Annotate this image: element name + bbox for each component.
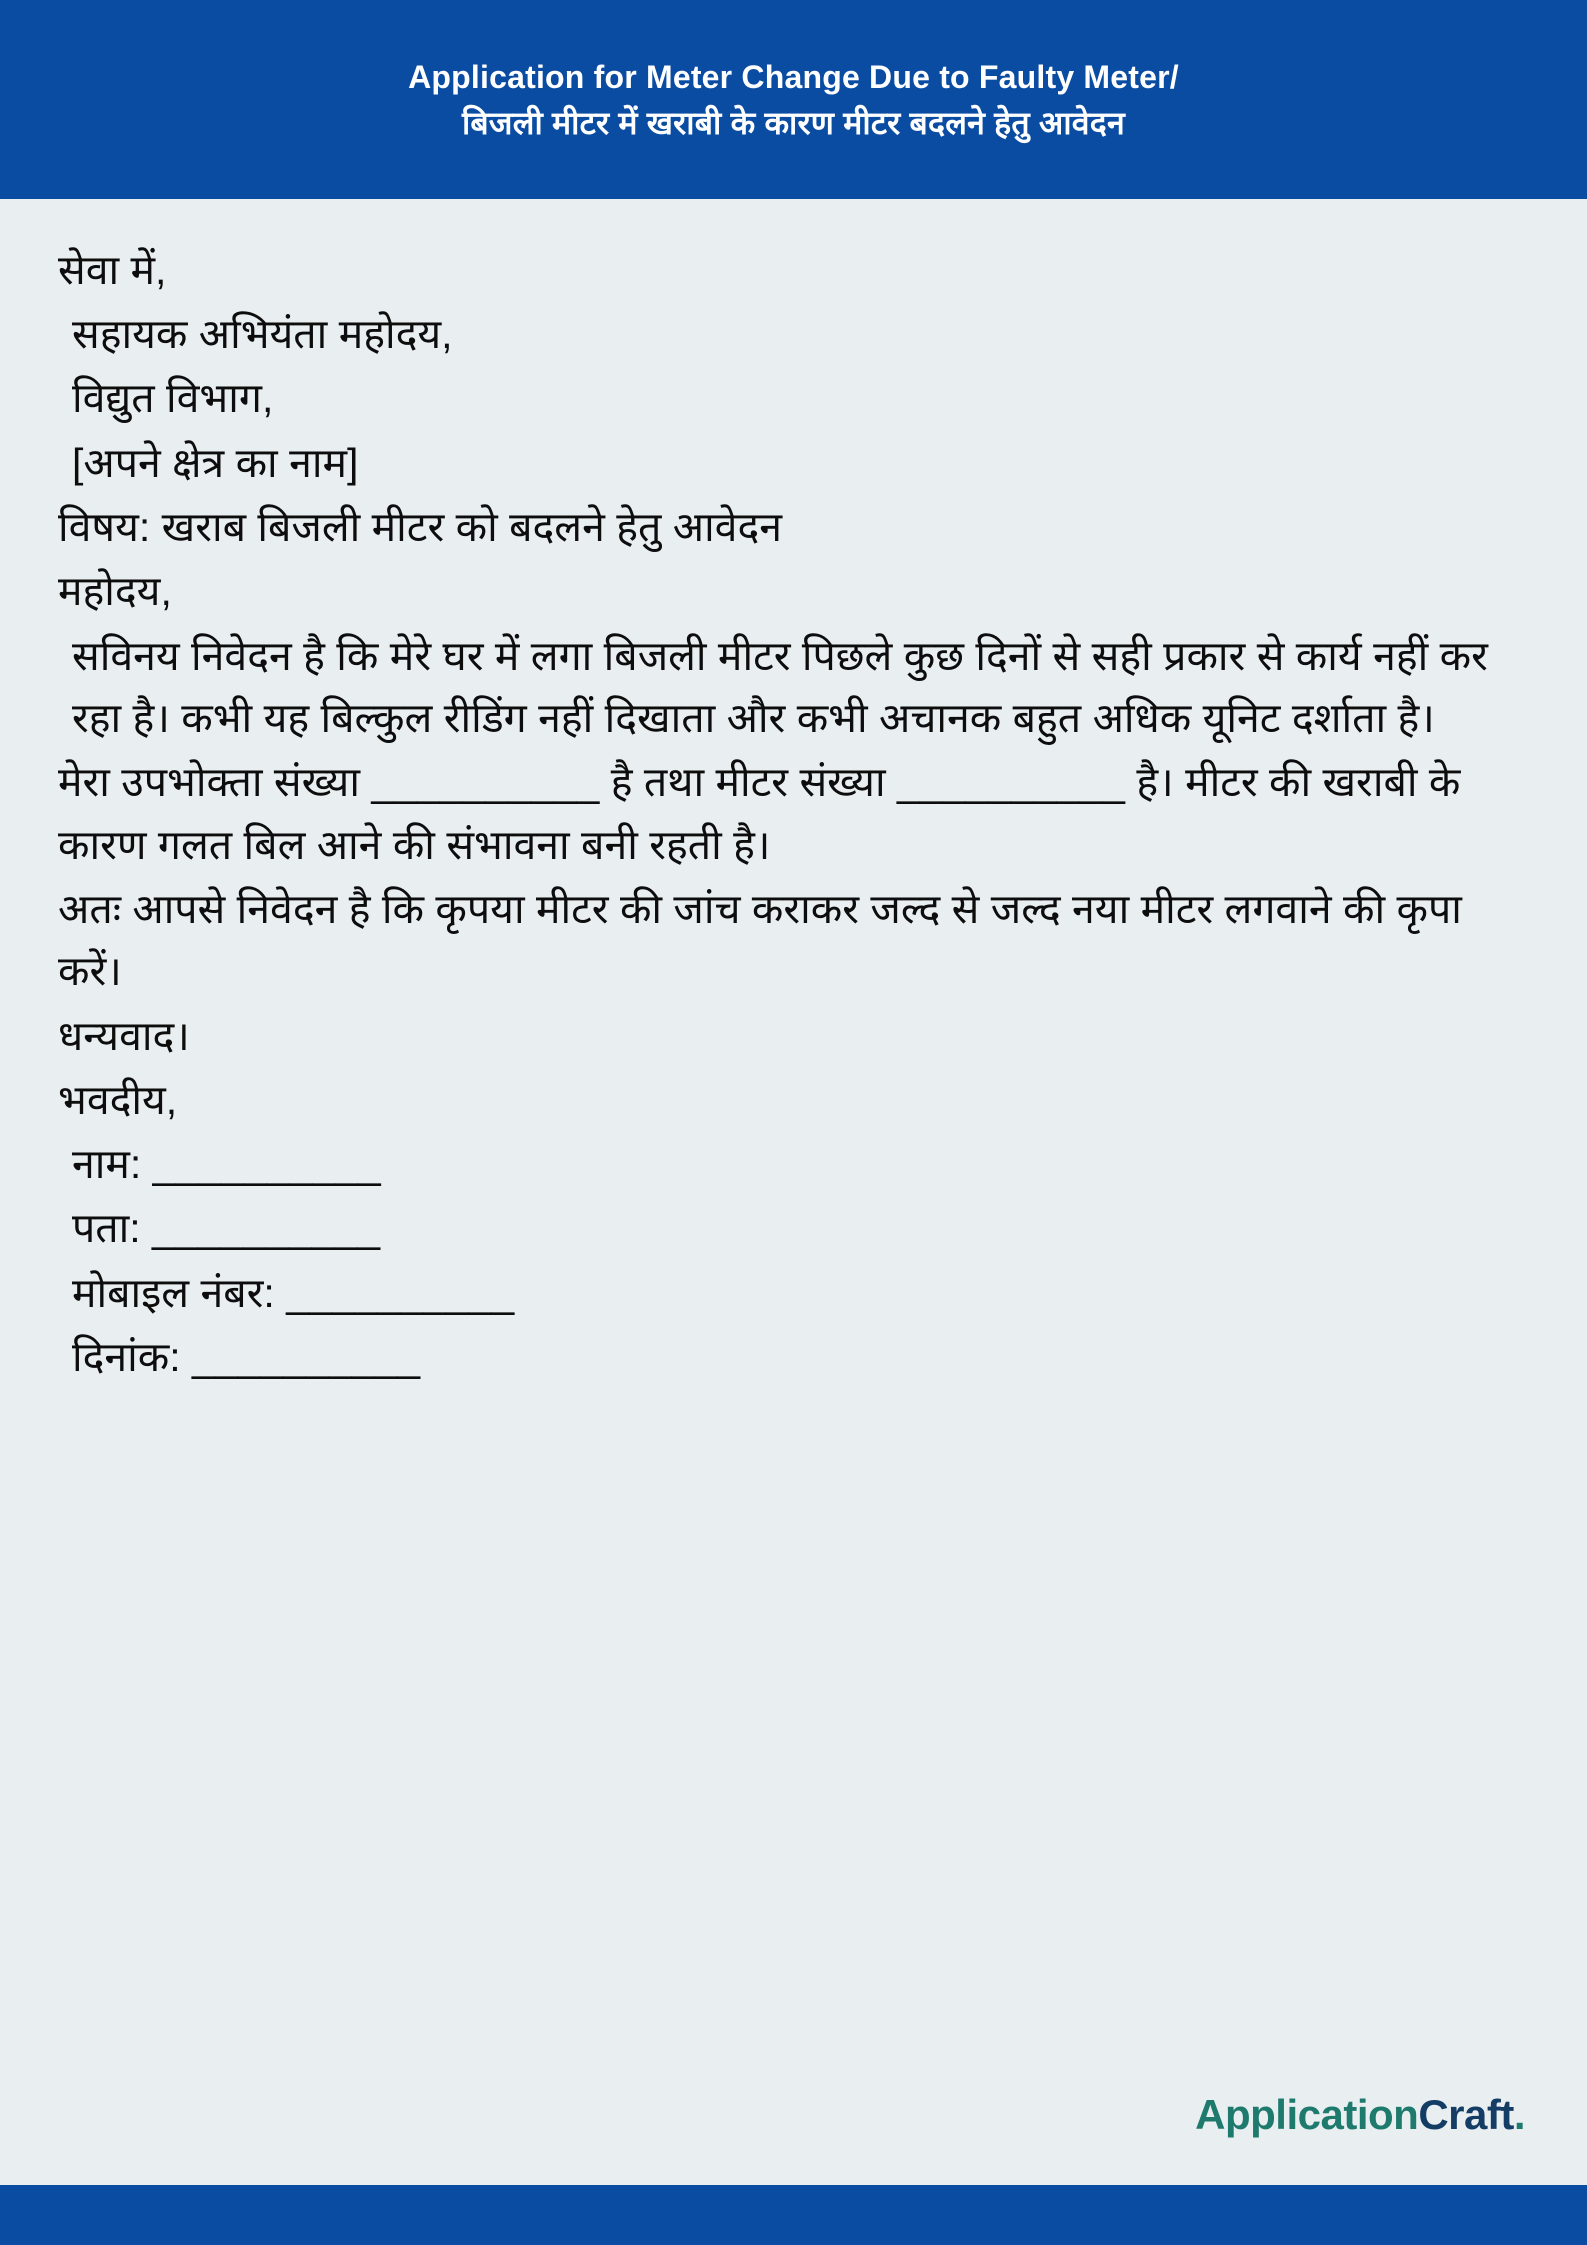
brand-part-craft: Craft: [1418, 2091, 1514, 2138]
brand-part-application: Application: [1195, 2091, 1419, 2138]
brand-logo: [1195, 2091, 1525, 2139]
document-header: [0, 0, 1587, 199]
brand-dot: .: [1513, 2091, 1525, 2138]
letter-addressee-2: विद्युत विभाग,: [72, 375, 274, 422]
letter-salutation: महोदय,: [58, 568, 172, 615]
field-name: नाम: __________: [72, 1141, 381, 1188]
field-mobile: मोबाइल नंबर: __________: [72, 1269, 515, 1316]
header-title-english: Application for Meter Change Due to Faulty Meter/: [408, 59, 1179, 95]
header-title-hindi: बिजली मीटर में खराबी के कारण मीटर बदलने हेतु आवेदन: [462, 105, 1125, 142]
document-body: [0, 199, 1587, 2185]
field-date: दिनांक: __________: [72, 1334, 421, 1381]
letter-paragraph-2: मेरा उपभोक्ता संख्या __________ है तथा मीटर संख्या __________ है। मीटर की खराबी के कारण गलत बिल आने की संभावना बनी रहती है।: [58, 759, 1461, 868]
letter-addressee-1: सहायक अभियंता महोदय,: [72, 311, 453, 358]
letter-addressee-3: [अपने क्षेत्र का नाम]: [72, 439, 359, 486]
letter-content: [58, 239, 1529, 1389]
letter-subject: विषय: खराब बिजली मीटर को बदलने हेतु आवेदन: [58, 504, 783, 551]
field-address: पता: __________: [72, 1205, 381, 1252]
letter-thanks: धन्यवाद।: [58, 1012, 190, 1059]
letter-to: सेवा में,: [58, 246, 167, 293]
letter-paragraph-3: अतः आपसे निवेदन है कि कृपया मीटर की जांच कराकर जल्द से जल्द नया मीटर लगवाने की कृपा करें।: [58, 885, 1462, 995]
document-footer-bar: [0, 2185, 1587, 2245]
letter-signoff: भवदीय,: [58, 1076, 178, 1123]
letter-paragraph-1: सविनय निवेदन है कि मेरे घर में लगा बिजली मीटर पिछले कुछ दिनों से सही प्रकार से कार्य नहीं कर रहा है। कभी यह बिल्कुल रीडिंग नहीं दिखाता और कभी अचानक बहुत अधिक यूनिट दर्शाता है।: [72, 632, 1488, 741]
